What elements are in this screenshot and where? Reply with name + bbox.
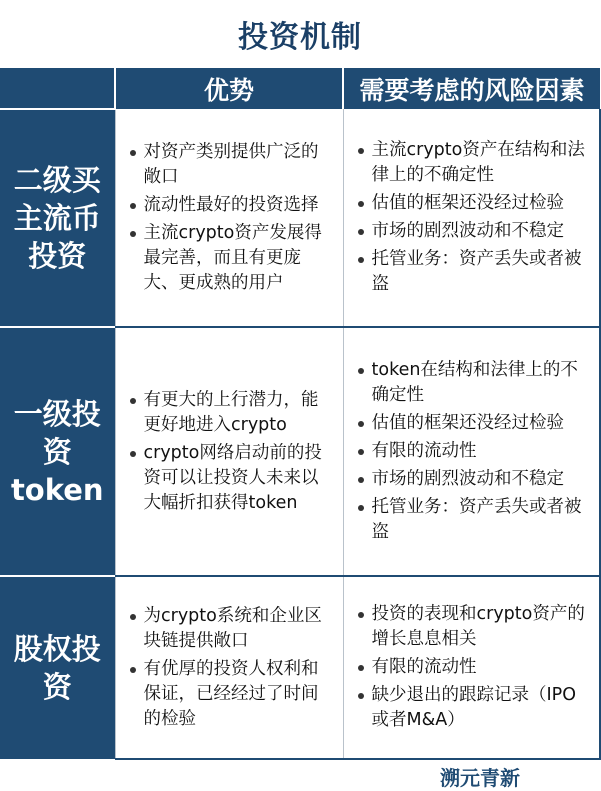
- table-row: [0, 109, 600, 327]
- list-item: 缺少退出的跟踪记录（IPO或者M&A）: [358, 683, 592, 733]
- list-item: 有优厚的投资人权利和保证，已经经过了时间的检验: [130, 657, 335, 732]
- advantages-cell: [115, 109, 343, 327]
- table-header-row: [0, 68, 600, 109]
- risks-cell: [343, 576, 600, 759]
- list-item: 托管业务：资产丢失或者被盗: [358, 495, 592, 545]
- list-item: 流动性最好的投资选择: [130, 193, 335, 218]
- advantages-cell: [115, 576, 343, 759]
- investment-mechanism-table: [0, 68, 601, 760]
- list-item: 为crypto系统和企业区块链提供敞口: [130, 604, 335, 654]
- list-item: 市场的剧烈波动和不稳定: [358, 467, 592, 492]
- list-item: 有限的流动性: [358, 655, 592, 680]
- header-corner: [0, 68, 115, 109]
- list-item: 主流crypto资产发展得最完善，而且有更庞大、更成熟的用户: [130, 221, 335, 296]
- list-item: 托管业务：资产丢失或者被盗: [358, 247, 592, 297]
- list-item: 估值的框架还没经过检验: [358, 411, 592, 436]
- footer-brand-text: 溯元青新: [440, 766, 520, 790]
- advantages-cell: [115, 327, 343, 576]
- header-advantages: 优势: [115, 68, 343, 109]
- list-item: 有限的流动性: [358, 439, 592, 464]
- list-item: 估值的框架还没经过检验: [358, 191, 592, 216]
- list-item: crypto网络启动前的投资可以让投资人未来以大幅折扣获得token: [130, 441, 335, 516]
- list-item: 投资的表现和crypto资产的增长息息相关: [358, 602, 592, 652]
- risks-cell: [343, 327, 600, 576]
- header-risks: 需要考虑的风险因素: [343, 68, 600, 109]
- row-label-primary-token: 一级投资 token: [0, 327, 115, 576]
- list-item: 市场的剧烈波动和不稳定: [358, 219, 592, 244]
- list-item: 主流crypto资产在结构和法律上的不确定性: [358, 138, 592, 188]
- list-item: 对资产类别提供广泛的敞口: [130, 140, 335, 190]
- row-label-equity: 股权投资: [0, 576, 115, 759]
- page-title: 投资机制: [238, 20, 362, 55]
- table-row: [0, 576, 600, 759]
- list-item: 有更大的上行潜力，能更好地进入crypto: [130, 388, 335, 438]
- table-row: [0, 327, 600, 576]
- list-item: token在结构和法律上的不确定性: [358, 358, 592, 408]
- row-label-secondary-market: 二级买 主流币 投资: [0, 109, 115, 327]
- risks-cell: [343, 109, 600, 327]
